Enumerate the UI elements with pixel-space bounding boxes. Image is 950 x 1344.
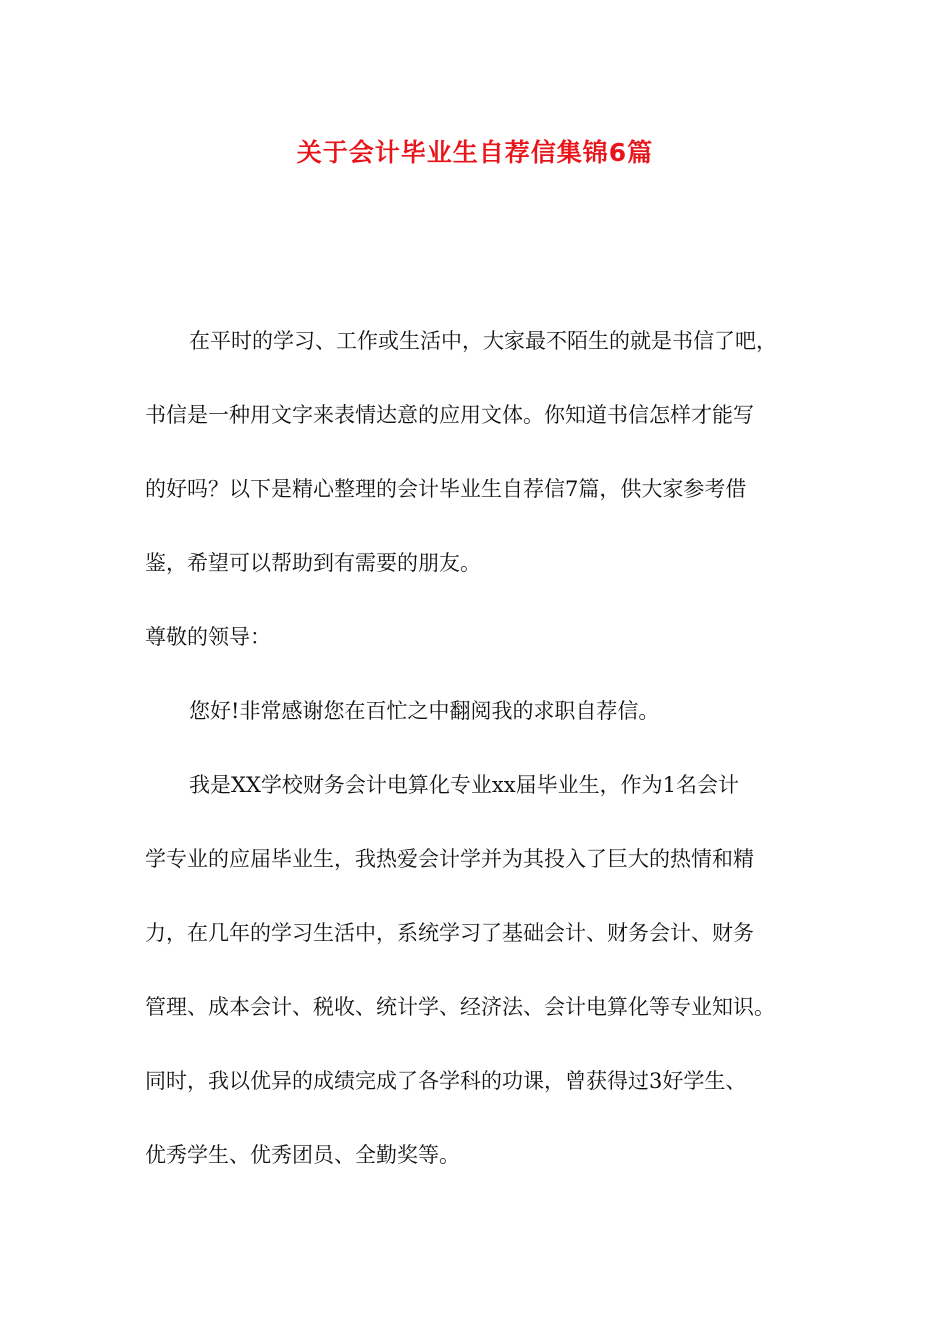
- salutation-line: 尊敬的领导：: [145, 625, 271, 649]
- document-title: 关于会计毕业生自荐信集锦6篇: [296, 138, 654, 167]
- greeting-line: 您好!非常感谢您在百忙之中翻阅我的求职自荐信。: [189, 699, 660, 723]
- paragraph-line-11: 同时，我以优异的成绩完成了各学科的功课，曾获得过3好学生、: [145, 1069, 747, 1093]
- paragraph-line-1: 在平时的学习、工作或生活中，大家最不陌生的就是书信了吧，: [189, 329, 777, 353]
- paragraph-line-9: 力，在几年的学习生活中，系统学习了基础会计、财务会计、财务: [145, 921, 754, 945]
- paragraph-line-12: 优秀学生、优秀团员、全勤奖等。: [145, 1143, 460, 1167]
- paragraph-line-10: 管理、成本会计、税收、统计学、经济法、会计电算化等专业知识。: [145, 995, 775, 1019]
- paragraph-line-2: 书信是一种用文字来表情达意的应用文体。你知道书信怎样才能写: [145, 403, 754, 427]
- paragraph-line-8: 学专业的应届毕业生，我热爱会计学并为其投入了巨大的热情和精: [145, 847, 754, 871]
- paragraph-line-4: 鉴，希望可以帮助到有需要的朋友。: [145, 551, 481, 575]
- paragraph-line-7: 我是XX学校财务会计电算化专业xx届毕业生，作为1名会计: [189, 773, 739, 797]
- paragraph-line-3: 的好吗？以下是精心整理的会计毕业生自荐信7篇，供大家参考借: [145, 477, 747, 501]
